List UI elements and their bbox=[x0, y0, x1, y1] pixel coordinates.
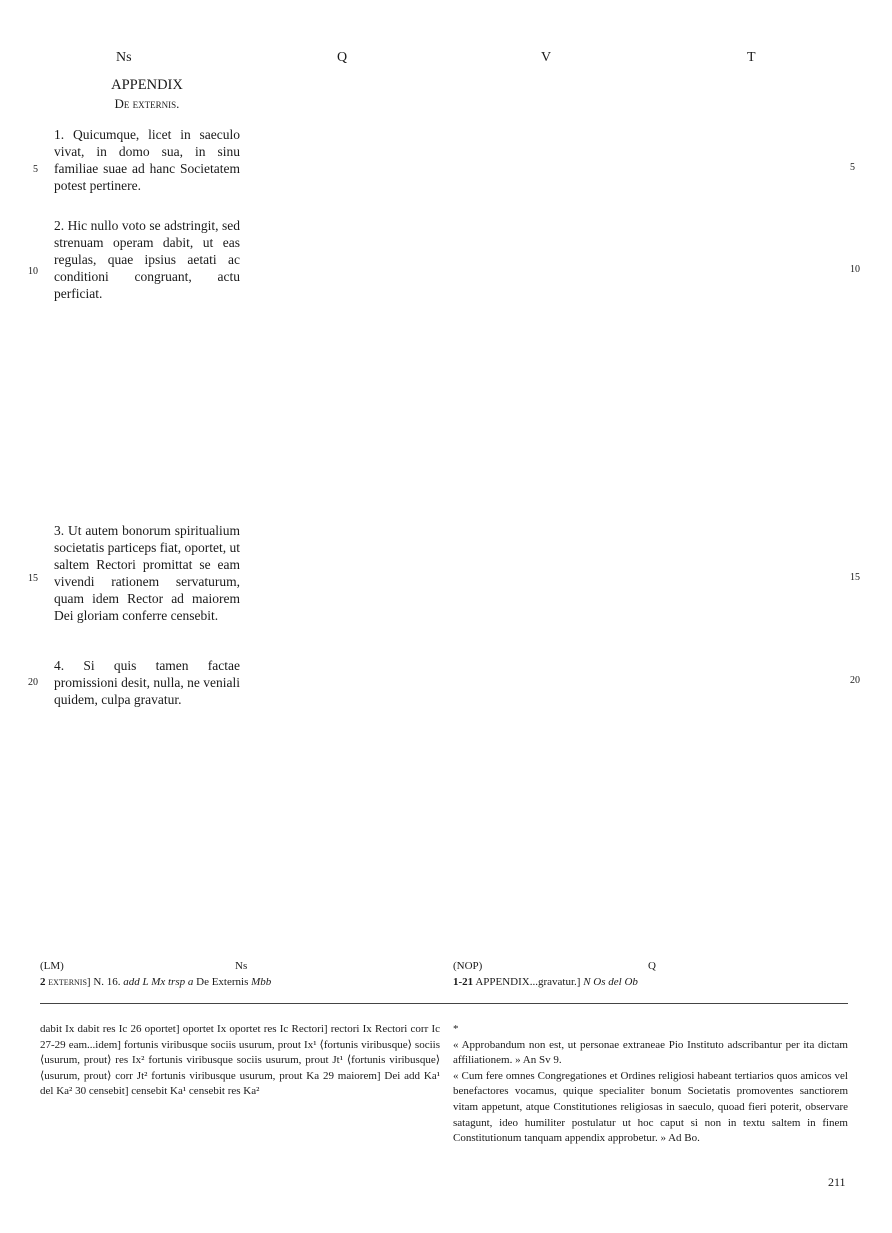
apparatus-sigla-left: (LM) bbox=[40, 960, 64, 972]
apparatus-note-left bbox=[40, 975, 271, 991]
note-number: 1-21 bbox=[453, 976, 474, 988]
paragraph-1 bbox=[54, 126, 240, 194]
footnote-paragraph: « Approbandum non est, ut personae extraneae Pio Instituto adscribantur per ita dictam affiliationem. » An Sv 9. bbox=[453, 1038, 848, 1067]
footnote-right bbox=[453, 1022, 848, 1147]
paragraph-text: 4. Si quis tamen factae promissioni desit, nulla, ne veniali quidem, culpa gravatur. bbox=[54, 658, 240, 707]
apparatus-sigla-right: (NOP) bbox=[453, 960, 483, 972]
line-number: 10 bbox=[850, 264, 860, 275]
line-number: 20 bbox=[850, 675, 860, 686]
paragraph-3 bbox=[54, 522, 240, 624]
note-text: APPENDIX...gravatur.] bbox=[475, 976, 581, 988]
apparatus-note-right bbox=[453, 975, 638, 991]
column-header-v: V bbox=[541, 50, 552, 65]
column-header-t: T bbox=[747, 50, 756, 65]
paragraph-text: 2. Hic nullo voto se adstringit, sed strenuam operam dabit, ut eas regulas, quae ipsius aetati ac conditioni congruant, actu perficiat. bbox=[54, 218, 240, 301]
footnote-rule bbox=[40, 1003, 848, 1004]
note-text: N. 16. bbox=[93, 976, 121, 988]
line-number: 15 bbox=[850, 572, 860, 583]
paragraph-2 bbox=[54, 217, 240, 302]
footnote-paragraph: « Cum fere omnes Congregationes et Ordines religiosi habeant tertiarios quos amicos vel benefactores vocamus, quique specialiter bonum Societatis promoventes sanctiorem vitam appetunt, atque Constitutiones religiosas in saeculo, quoad fieri poterit, observare satagunt, ideo humiliter postulatur ut hoc caput si non in textu saltem in finem Constitutionum tanquam appendix approbetur. » Ad Bo. bbox=[453, 1069, 848, 1145]
note-number: 2 bbox=[40, 976, 46, 988]
footnote-mark: * bbox=[453, 1023, 459, 1035]
line-number: 5 bbox=[33, 164, 38, 175]
line-number: 15 bbox=[28, 573, 38, 584]
column-header-q: Q bbox=[337, 50, 348, 65]
note-lemma: externis] bbox=[48, 976, 91, 988]
line-number: 5 bbox=[850, 162, 855, 173]
paragraph-text: 3. Ut autem bonorum spiritualium societatis particeps fiat, oportet, ut saltem Rectori promittat se eam vivendi rationem servaturum, quam idem Rector ad maiorem Dei gloriam conferre censebit. bbox=[54, 523, 240, 623]
footnote-left: dabit Ix dabit res Ic 26 oportet] oportet Ix oportet res Ic Rectori] rectori Ix Rectori corr Ic 27-29 eam...idem] fortunis viribusque sociis usurum, prout Ix¹ ⟨fortunis viribusque⟩ sociis ⟨usurum, prout⟩ res Ix² fortunis viribusque sociis usurum, prout Jt¹ ⟨fortunis viribusque⟩ ⟨usurum, prout⟩ corr Jt² fortunis viribusque usurum, prout Ka 29 maiorem] Dei add Ka¹ del Ka² 30 censebit] censebit Ka¹ censebit res Ka² bbox=[40, 1023, 440, 1098]
apparatus-header-left: Ns bbox=[235, 960, 248, 972]
paragraph-text: 1. Quicumque, licet in saeculo vivat, in domo sua, in sinu familiae suae ad hanc Societatem potest pertinere. bbox=[54, 127, 240, 193]
apparatus-header-right: Q bbox=[648, 960, 656, 972]
appendix-subtitle: De externis. bbox=[114, 96, 180, 111]
appendix-title: APPENDIX bbox=[111, 77, 183, 93]
note-sigla: add L Mx trsp a bbox=[123, 976, 194, 988]
line-number: 10 bbox=[28, 266, 38, 277]
note-sigla: Mbb bbox=[251, 976, 272, 988]
note-sigla: N Os del Ob bbox=[583, 976, 638, 988]
column-header-ns: Ns bbox=[116, 50, 132, 65]
line-number: 20 bbox=[28, 677, 38, 688]
page-number: 211 bbox=[828, 1175, 846, 1189]
paragraph-4 bbox=[54, 657, 240, 708]
note-text: De Externis bbox=[196, 976, 249, 988]
